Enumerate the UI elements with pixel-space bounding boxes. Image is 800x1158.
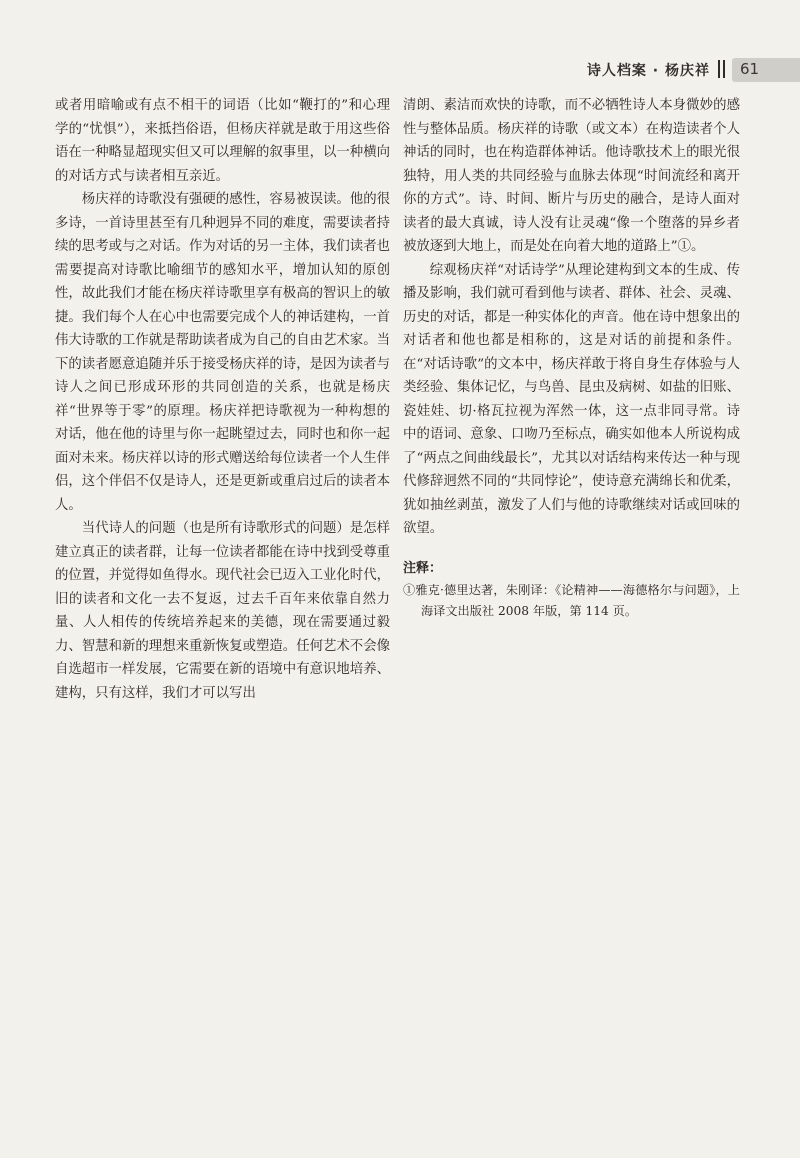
paragraph: 清朗、素洁而欢快的诗歌，而不必牺牲诗人本身微妙的感性与整体品质。杨庆祥的诗歌（或文本）在构造读者个人神话的同时，也在构造群体神话。他诗歌技术上的眼光很独特，用人类的共同经验与血脉去体现“时间流经和离开你的方式”。诗、时间、断片与历史的融合，是诗人面对读者的最大真诚，诗人没有让灵魂“像一个堕落的异乡者被放逐到大地上，而是处在向着大地的道路上”①。 [403, 98, 740, 254]
header-title: 诗人档案 · 杨庆祥 [586, 63, 710, 79]
footnote-item: ①雅克·德里达著，朱刚译：《论精神——海德格尔与问题》，上海译文出版社 2008 年版，第 114 页。 [403, 582, 740, 618]
page-number: 61 [740, 60, 760, 78]
right-column [403, 94, 740, 622]
header-divider-bars [718, 60, 726, 78]
page-number-box [732, 58, 800, 82]
running-header [0, 52, 800, 84]
left-column [55, 94, 390, 705]
footnotes-title: 注释： [403, 560, 443, 576]
paragraph: 杨庆祥的诗歌没有强硬的感性，容易被误读。他的很多诗，一首诗里甚至有几种迥异不同的难度，需要读者持续的思考或与之对话。作为对话的另一主体，我们读者也需要提高对诗歌比喻细节的感知水平，增加认知的原创性，故此我们才能在杨庆祥诗歌里享有极高的智识上的敏捷。我们每个人在心中也需要完成个人的神话建构，一首伟大诗歌的工作就是帮助读者成为自己的自由艺术家。当下的读者愿意追随并乐于接受杨庆祥的诗，是因为读者与诗人之间已形成环形的共同创造的关系，也就是杨庆祥“世界等于零”的原理。杨庆祥把诗歌视为一种构想的对话，他在他的诗里与你一起眺望过去，同时也和你一起面对未来。杨庆祥以诗的形式赠送给每位读者一个人生伴侣，这个伴侣不仅是诗人，还是更新或重启过后的读者本人。 [55, 192, 390, 513]
paragraph: 或者用暗喻或有点不相干的词语（比如“鞭打的”和心理学的“忧惧”），来抵挡俗语，但杨庆祥就是敢于用这些俗语在一种略显超现实但又可以理解的叙事里，以一种横向的对话方式与读者相互亲近。 [55, 98, 390, 184]
footnotes [403, 557, 740, 622]
paragraph: 综观杨庆祥“对话诗学”从理论建构到文本的生成、传播及影响，我们就可看到他与读者、群体、社会、灵魂、历史的对话，都是一种实体化的声音。他在诗中想象出的对话者和他也都是相称的，这是对话的前提和条件。在“对话诗歌”的文本中，杨庆祥敢于将自身生存体验与人类经验、集体记忆，与鸟兽、昆虫及病树、如盐的旧账、瓷娃娃、切·格瓦拉视为浑然一体，这一点非同寻常。诗中的语词、意象、口吻乃至标点，确实如他本人所说构成了“两点之间曲线最长”，尤其以对话结构来传达一种与现代修辞迥然不同的“共同悖论”，使诗意充满绵长和优柔，犹如抽丝剥茧，激发了人们与他的诗歌继续对话或回味的欲望。 [403, 262, 740, 536]
paragraph: 当代诗人的问题（也是所有诗歌形式的问题）是怎样建立真正的读者群，让每一位读者都能在诗中找到受尊重的位置，并觉得如鱼得水。现代社会已迈入工业化时代，旧的读者和文化一去不复返，过去千百年来依靠自然力量、人人相传的传统培养起来的美德，现在需要通过毅力、智慧和新的理想来重新恢复或塑造。任何艺术不会像自选超市一样发展，它需要在新的语境中有意识地培养、建构，只有这样，我们才可以写出 [55, 521, 390, 701]
